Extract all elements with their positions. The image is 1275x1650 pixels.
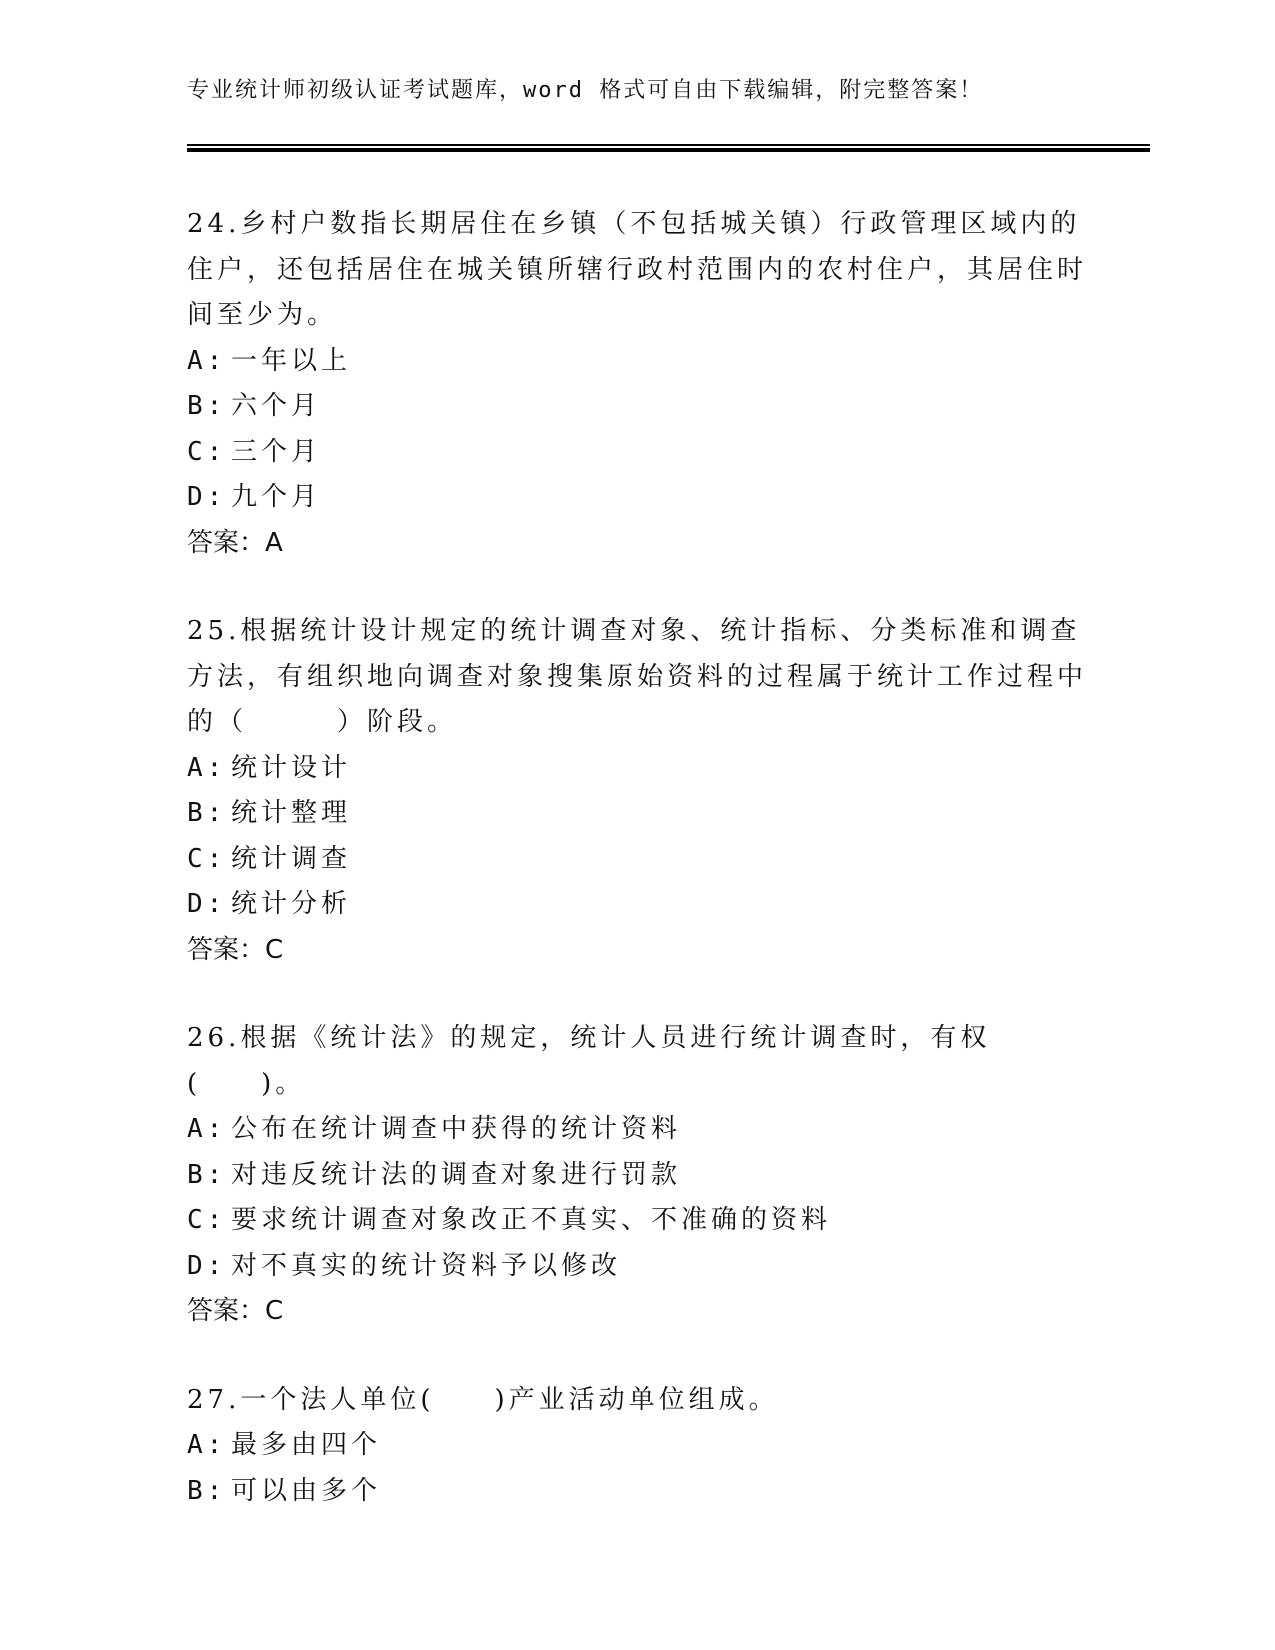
option-text: 一年以上 [231,345,352,376]
option-c [187,430,1087,476]
option-key: C: [187,843,227,874]
question-25 [187,609,1087,973]
option-text: 公布在统计调查中获得的统计资料 [231,1114,682,1144]
option-d [187,475,1087,521]
question-24 [187,202,1087,566]
option-text: 最多由四个 [231,1430,382,1460]
option-key: D: [187,1250,227,1281]
option-b [187,1153,1087,1199]
option-key: A: [187,752,227,783]
option-key: B: [187,1475,227,1506]
option-a [187,1423,1087,1469]
option-text: 对不真实的统计资料予以修改 [231,1250,622,1281]
option-key: A: [187,1430,227,1460]
option-key: A: [187,345,227,376]
option-text: 九个月 [231,482,322,512]
option-text: 统计分析 [231,889,352,919]
option-text: 要求统计调查对象改正不真实、不准确的资料 [231,1205,832,1235]
option-text: 三个月 [231,436,322,467]
question-27 [187,1378,1087,1515]
option-key: B: [187,1159,227,1190]
option-b [187,384,1087,430]
answer-line: 答案：C [187,1296,284,1326]
option-text: 六个月 [231,391,322,421]
question-list [187,202,1087,1557]
page-header: 专业统计师初级认证考试题库，word 格式可自由下载编辑，附完整答案！ [187,78,984,103]
answer-line: 答案：A [187,527,283,558]
option-text: 可以由多个 [231,1475,382,1506]
option-text: 统计调查 [231,843,352,874]
option-key: D: [187,482,227,512]
option-a [187,339,1087,385]
option-a [187,746,1087,792]
option-key: B: [187,391,227,421]
option-key: D: [187,889,227,919]
option-key: B: [187,798,227,828]
option-text: 统计设计 [231,752,352,783]
option-b [187,1469,1087,1515]
question-text: 26.根据《统计法》的规定，统计人员进行统计调查时，有权( )。 [187,1023,991,1099]
option-d [187,882,1087,928]
option-a [187,1107,1087,1153]
option-key: C: [187,436,227,467]
option-d [187,1244,1087,1290]
answer-line: 答案：C [187,934,284,965]
option-text: 对违反统计法的调查对象进行罚款 [231,1159,682,1190]
question-text: 24.乡村户数指长期居住在乡镇（不包括城关镇）行政管理区域内的住户，还包括居住在城关镇所辖行政村范围内的农村住户，其居住时间至少为。 [187,209,1088,330]
option-key: C: [187,1205,227,1235]
header-divider-thick [187,148,1150,152]
option-b [187,791,1087,837]
question-text: 27.一个法人单位( )产业活动单位组成。 [187,1384,779,1415]
option-text: 统计整理 [231,798,352,828]
option-key: A: [187,1114,227,1144]
question-26 [187,1016,1087,1335]
option-c [187,837,1087,883]
question-text: 25.根据统计设计规定的统计调查对象、统计指标、分类标准和调查方法，有组织地向调查对象搜集原始资料的过程属于统计工作过程中的（ ）阶段。 [187,616,1088,737]
option-c [187,1198,1087,1244]
header-divider-thin [187,144,1150,146]
